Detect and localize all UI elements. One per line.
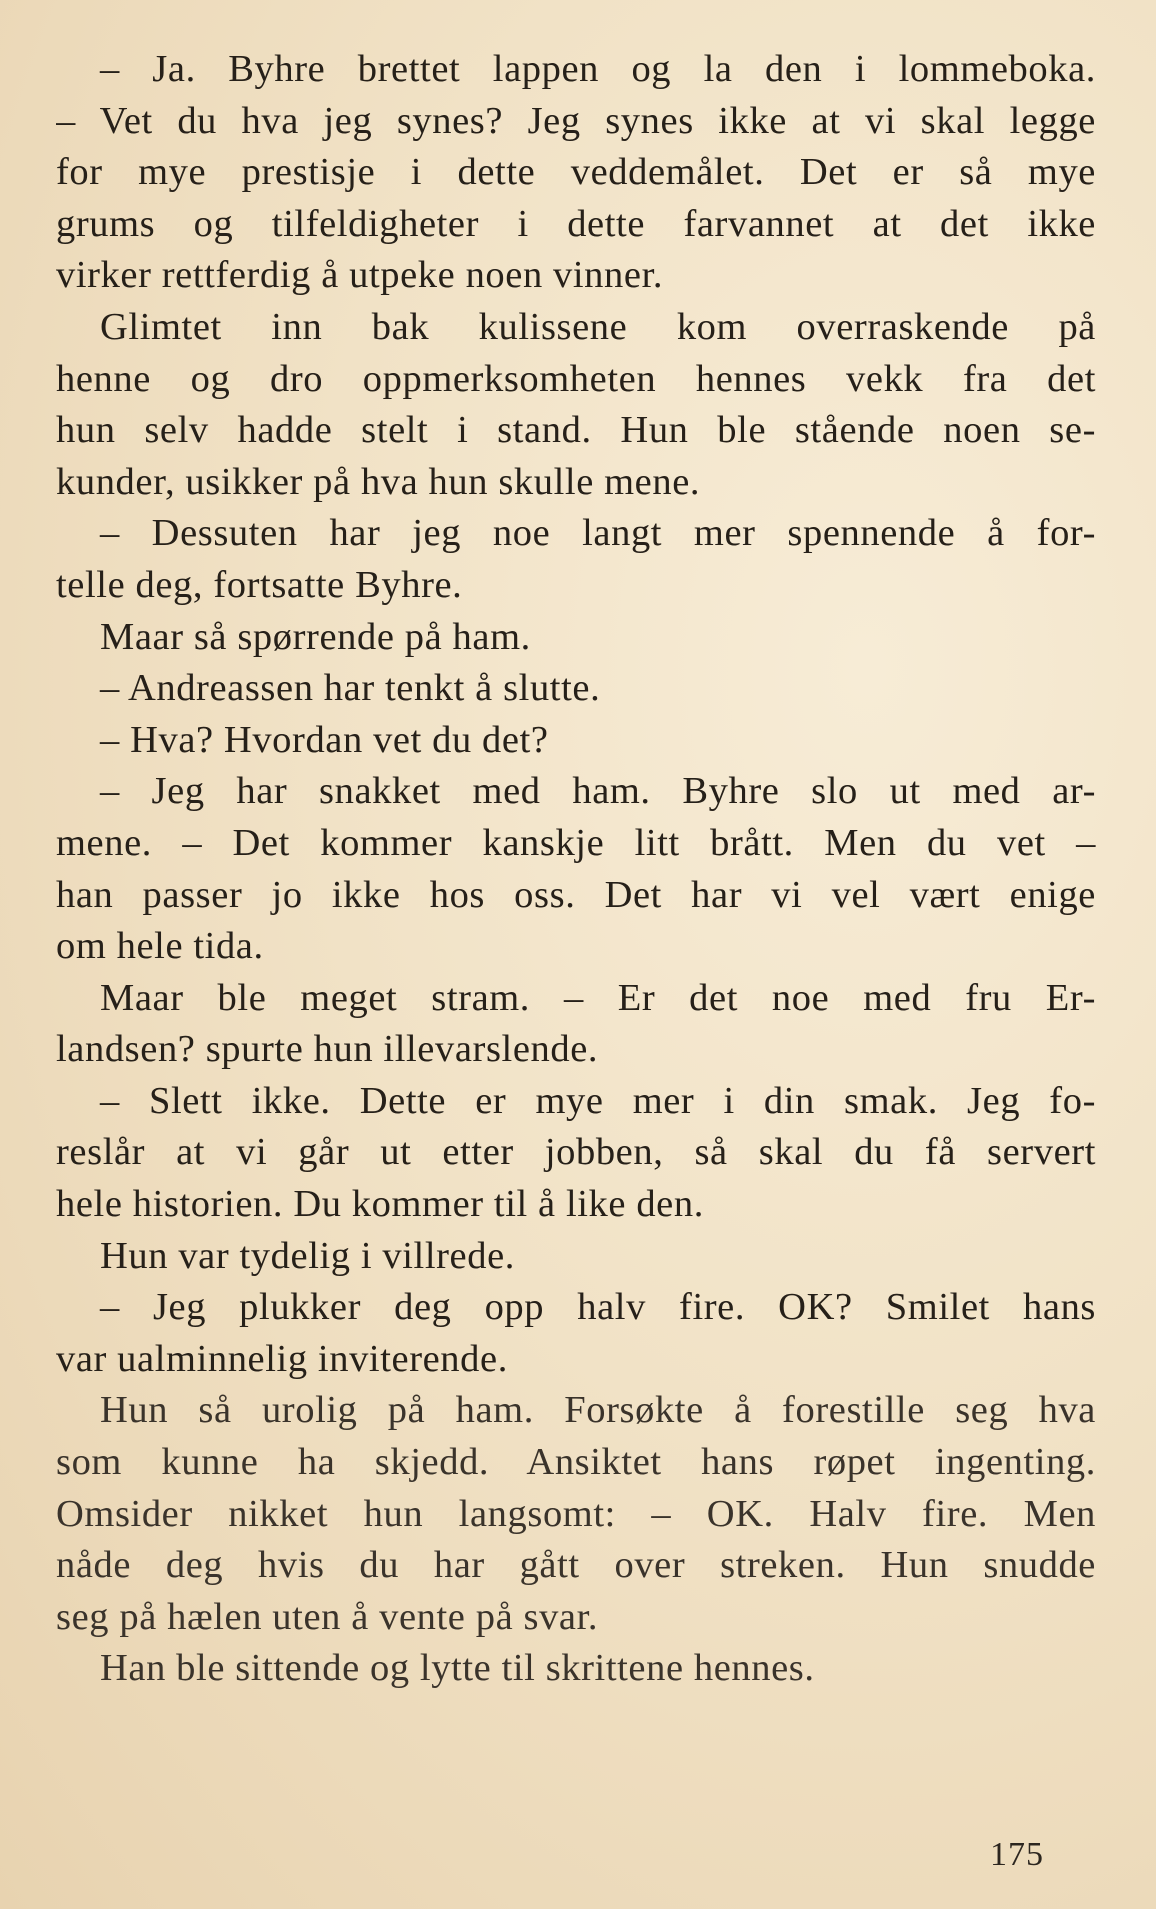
text-line: – Hva? Hvordan vet du det? [100,718,549,761]
text-line: Maar ble meget stram. – Er det noe med fru Er- [100,976,1096,1019]
text-line: som kunne ha skjedd. Ansiktet hans røpet ingenting. [56,1441,1096,1484]
text-line: – Slett ikke. Dette er mye mer i din smak. Jeg fo- [100,1079,1096,1122]
text-line: – Dessuten har jeg noe langt mer spennende å for- [100,512,1096,555]
text-line: seg på hælen uten å vente på svar. [56,1595,599,1638]
text-line: – Jeg har snakket med ham. Byhre slo ut med ar- [100,770,1096,813]
text-line: – Andreassen har tenkt å slutte. [100,667,601,710]
text-line: telle deg, fortsatte Byhre. [56,563,463,606]
text-line: Maar så spørrende på ham. [100,615,531,658]
text-line: han passer jo ikke hos oss. Det har vi vel vært enige [56,873,1096,916]
text-line: – Vet du hva jeg synes? Jeg synes ikke at vi skal legge [56,99,1096,142]
text-line: – Ja. Byhre brettet lappen og la den i lommeboka. [100,48,1096,90]
text-line: kunder, usikker på hva hun skulle mene. [56,460,701,503]
text-line: – Jeg plukker deg opp halv fire. OK? Smilet hans [100,1286,1096,1329]
text-line: reslår at vi går ut etter jobben, så skal du få servert [56,1131,1096,1174]
text-line: hun selv hadde stelt i stand. Hun ble stående noen se- [56,409,1096,452]
text-line: virker rettferdig å utpeke noen vinner. [56,254,664,297]
text-line: grums og tilfeldigheter i dette farvannet at det ikke [56,202,1096,245]
text-line: om hele tida. [56,925,264,968]
text-line: Hun var tydelig i villrede. [100,1234,515,1277]
text-line: henne og dro oppmerksomheten hennes vekk fra det [56,357,1096,400]
text-line: nåde deg hvis du har gått over streken. Hun snudde [56,1544,1096,1587]
text-line: Han ble sittende og lytte til skrittene hennes. [100,1647,815,1690]
text-line: Glimtet inn bak kulissene kom overraskende på [100,305,1096,348]
text-line: landsen? spurte hun illevarslende. [56,1028,599,1071]
text-line: Omsider nikket hun langsomt: – OK. Halv fire. Men [56,1492,1096,1535]
text-line: mene. – Det kommer kanskje litt brått. Men du vet – [56,821,1096,864]
body-text [56,44,1096,1695]
text-line: hele historien. Du kommer til å like den. [56,1183,704,1226]
text-line: for mye prestisje i dette veddemålet. Det er så mye [56,151,1096,194]
text-line: var ualminnelig inviterende. [56,1337,508,1380]
text-line: Hun så urolig på ham. Forsøkte å forestille seg hva [100,1389,1096,1432]
page-number: 175 [990,1836,1044,1873]
